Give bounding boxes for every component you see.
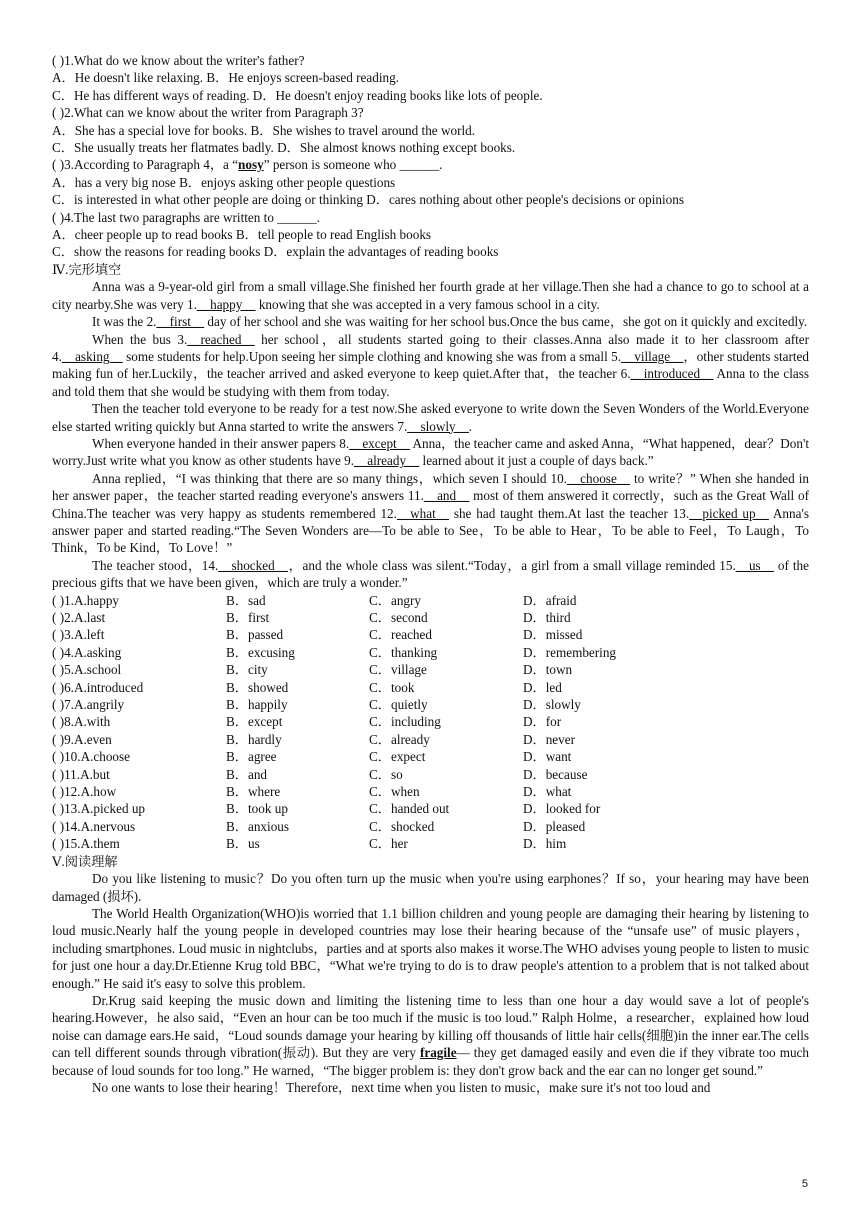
cloze-paragraph: When the bus 3.__reached__ her school，all students started going to their classes.Anna also made it to her classroom after 4.__asking__ some students for help.Upon seeing her simple clothing and knowing she was from a small 5.__village__，other students started making fun of her.Luckily，the teacher arrived and asked everyone to keep quiet.After that，the teacher 6.__introduced__ Anna to the class and told them that she would be studying with them from today. <box>52 331 809 399</box>
blank-answer: __picked up__ <box>689 505 769 521</box>
blank-answer: __us__ <box>735 557 774 573</box>
option-cell: C．handed out <box>369 801 450 817</box>
option-cell: ( )7.A.angrily <box>52 697 125 713</box>
blank-answer: __slowly__ <box>407 418 469 434</box>
option-cell: C．expect <box>369 749 426 765</box>
section-heading-cloze: Ⅳ.完形填空 <box>52 261 122 277</box>
worksheet-page <box>52 52 809 1096</box>
question-options: C．She usually treats her flatmates badly. D．She almost knows nothing except books. <box>52 140 516 156</box>
option-cell: C．thanking <box>369 644 438 660</box>
keyword-nosy: nosy <box>238 157 264 173</box>
option-cell: D．town <box>523 662 573 678</box>
option-row <box>52 696 809 713</box>
option-cell: ( )10.A.choose <box>52 749 131 765</box>
option-cell: D．third <box>523 610 571 625</box>
option-cell: B．showed <box>226 679 289 695</box>
option-cell: C．shocked <box>369 818 435 834</box>
blank-answer: __and__ <box>423 488 470 504</box>
option-cell: ( )8.A.with <box>52 714 111 730</box>
cloze-options-table <box>52 592 809 853</box>
reading-paragraph: Do you like listening to music？Do you often turn up the music when you're using earphones？If so，your hearing may have been damaged (损坏). <box>52 871 809 904</box>
option-cell: B．except <box>226 714 283 730</box>
option-cell: C．her <box>369 836 408 852</box>
section-heading-reading: Ⅴ.阅读理解 <box>52 853 118 869</box>
option-cell: D．remembering <box>523 644 617 660</box>
option-cell: B．took up <box>226 801 288 817</box>
option-row <box>52 783 809 800</box>
question-stem: ( )4.The last two paragraphs are written to ______. <box>52 209 321 225</box>
option-cell: C．reached <box>369 627 432 643</box>
option-cell: ( )12.A.how <box>52 784 117 800</box>
option-row <box>52 592 809 609</box>
option-cell: ( )15.A.them <box>52 836 120 852</box>
option-row <box>52 800 809 817</box>
reading-paragraph: Dr.Krug said keeping the music down and limiting the listening time to less than one hour a day would save a lot of people's hearing.However，he also said，“Even an hour can be too much if the music is too loud.” Ralph Holme，a researcher，explained how loud noise can damage ears.He said，“Loud sounds damage your hearing by killing off thousands of little hair cells(细胞)in the inner ear.The cells can tell different sounds through vibration(振动). But they are very fragile— they get damaged easily and even die if they vibrate too much because of loud sounds for too long.” He warned，“The bigger problem is: they don't grow back and the ear can no longer get sound.” <box>52 992 809 1078</box>
option-cell: B．sad <box>226 592 266 608</box>
blank-answer: __village__ <box>621 348 684 364</box>
question-options: C．He has different ways of reading. D．He doesn't enjoy reading books like lots of people. <box>52 87 543 103</box>
option-cell: D．looked for <box>523 801 601 817</box>
option-cell: B．and <box>226 766 268 782</box>
blank-answer: __what__ <box>396 505 449 521</box>
question-options: A．has a very big nose B．enjoys asking other people questions <box>52 174 396 190</box>
reading-questions <box>52 52 809 261</box>
option-cell: ( )4.A.asking <box>52 644 122 660</box>
option-cell: C．angry <box>369 592 422 608</box>
question-options: A．He doesn't like relaxing. B．He enjoys screen-based reading. <box>52 70 399 86</box>
option-cell: B．happily <box>226 697 288 713</box>
option-row <box>52 644 809 661</box>
option-row <box>52 679 809 696</box>
option-cell: C．including <box>369 714 441 730</box>
cloze-paragraph: The teacher stood，14.__shocked__，and the whole class was silent.“Today，a girl from a small village reminded 15.__us__ of the precious gifts that we have been given，which are truly a wonder.” <box>52 557 809 591</box>
option-cell: D．never <box>523 731 575 747</box>
option-cell: D．want <box>523 749 572 765</box>
option-cell: ( )13.A.picked up <box>52 801 146 817</box>
keyword-fragile: fragile <box>419 1045 457 1061</box>
option-cell: ( )5.A.school <box>52 662 122 678</box>
blank-answer: __choose__ <box>566 470 630 486</box>
option-cell: D．missed <box>523 627 583 643</box>
option-cell: B．passed <box>226 627 284 643</box>
option-row <box>52 748 809 765</box>
option-cell: C．village <box>369 662 427 678</box>
option-cell: ( )2.A.last <box>52 610 106 625</box>
option-cell: D．pleased <box>523 818 586 834</box>
option-cell: D．led <box>523 679 562 695</box>
blank-answer: __shocked__ <box>218 557 288 573</box>
cloze-paragraph: Anna replied，“I was thinking that there are so many things，which seven I should 10.__choose__ to write？” When she handed in her answer paper，the teacher started reading everyone's answers 11.__and__ most of them answered it correctly，such as the Great Wall of China.The teacher was very happy as students remembered 12.__what__ she had taught them.At last the teacher 13.__picked up__ Anna's answer paper and started reading.“The Seven Wonders are—To be able to See，To be able to Hear，To be able to Feel，To Laugh，To Think，To be Kind，To Love！” <box>52 470 810 556</box>
option-row <box>52 766 809 783</box>
option-cell: ( )11.A.but <box>52 766 110 782</box>
option-cell: D．what <box>523 784 572 800</box>
question-options: C．is interested in what other people are doing or thinking D．cares nothing about other people's decisions or opinions <box>52 192 684 208</box>
option-cell: D．for <box>523 714 562 730</box>
page-number: 5 <box>801 1178 808 1190</box>
reading-paragraph: No one wants to lose their hearing！Therefore，next time when you listen to music，make sure it's not too loud and <box>92 1079 711 1095</box>
option-cell: B．where <box>226 784 281 800</box>
option-row <box>52 713 809 730</box>
option-cell: C．so <box>369 766 403 782</box>
option-cell: D．afraid <box>523 592 577 608</box>
blank-answer: __first__ <box>156 314 205 330</box>
option-cell: ( )6.A.introduced <box>52 679 144 695</box>
option-cell: C．already <box>369 731 430 747</box>
option-cell: ( )1.A.happy <box>52 592 120 608</box>
question-options: C．show the reasons for reading books D．explain the advantages of reading books <box>52 244 499 260</box>
option-cell: B．agree <box>226 749 277 765</box>
option-row <box>52 609 809 626</box>
option-cell: ( )3.A.left <box>52 627 105 643</box>
cloze-paragraph: Anna was a 9-year-old girl from a small village.She finished her fourth grade at her village.Then she had a chance to go to school at a city nearby.She was very 1.__happy__ knowing that she was accepted in a very famous school in a city. <box>52 279 809 312</box>
option-cell: C．when <box>369 784 420 800</box>
blank-answer: __except__ <box>349 435 410 451</box>
option-cell: B．us <box>226 836 260 852</box>
option-row <box>52 626 809 643</box>
option-cell: C．took <box>369 679 415 695</box>
option-cell: ( )9.A.even <box>52 731 112 747</box>
option-row <box>52 818 809 835</box>
blank-answer: __asking__ <box>61 348 123 364</box>
question-stem: ( )2.What can we know about the writer from Paragraph 3? <box>52 105 364 121</box>
cloze-paragraph: Then the teacher told everyone to be ready for a test now.She asked everyone to write down the Seven Wonders of the World.Everyone else started writing quickly but Anna started to write the answers 7.__slowly__. <box>52 401 809 434</box>
blank-answer: __happy__ <box>196 296 256 312</box>
blank-answer: __already__ <box>354 453 420 469</box>
question-options: A．cheer people up to read books B．tell people to read English books <box>52 227 432 243</box>
option-cell: C．quietly <box>369 697 428 713</box>
option-cell: B．hardly <box>226 731 282 747</box>
blank-answer: __introduced__ <box>630 366 714 382</box>
option-cell: B．anxious <box>226 818 290 834</box>
cloze-paragraph: It was the 2.__first__ day of her school and she was waiting for her school bus.Once the bus came，she got on it quickly and excitedly. <box>92 314 808 330</box>
reading-paragraph: The World Health Organization(WHO)is worried that 1.1 billion children and young people are damaging their hearing by listening to loud music.Nearly half the young people in developed countries may lose their hearing because of the “unsafe use” of music players，including smartphones. Loud music in nightclubs，parties and at sports also makes it worse.The WHO advises young people to listen to music for just one hour a day.Dr.Etienne Krug told BBC，“What we're trying to do is to draw people's attention to a problem that is not talked about enough.” He said it's easy to solve this problem. <box>52 905 809 991</box>
option-cell: D．him <box>523 836 567 852</box>
question-stem: ( )1.What do we know about the writer's father? <box>52 53 305 68</box>
option-cell: C．second <box>369 610 428 625</box>
option-row <box>52 731 809 748</box>
option-cell: B．city <box>226 662 268 678</box>
question-stem: ( )3.According to Paragraph 4，a “nosy” person is someone who ______. <box>52 157 443 173</box>
option-cell: D．slowly <box>523 697 581 713</box>
option-cell: B．first <box>226 610 270 625</box>
blank-answer: __reached__ <box>187 331 255 347</box>
option-cell: B．excusing <box>226 644 295 660</box>
question-options: A．She has a special love for books. B．She wishes to travel around the world. <box>52 122 476 138</box>
option-cell: ( )14.A.nervous <box>52 818 136 834</box>
option-row <box>52 661 809 678</box>
option-row <box>52 835 809 852</box>
option-cell: D．because <box>523 766 588 782</box>
cloze-paragraph: When everyone handed in their answer papers 8.__except__ Anna，the teacher came and asked Anna，“What happened，dear？Don't worry.Just write what you know as other students have 9.__already__ learned about it just a couple of days back.” <box>52 435 809 469</box>
